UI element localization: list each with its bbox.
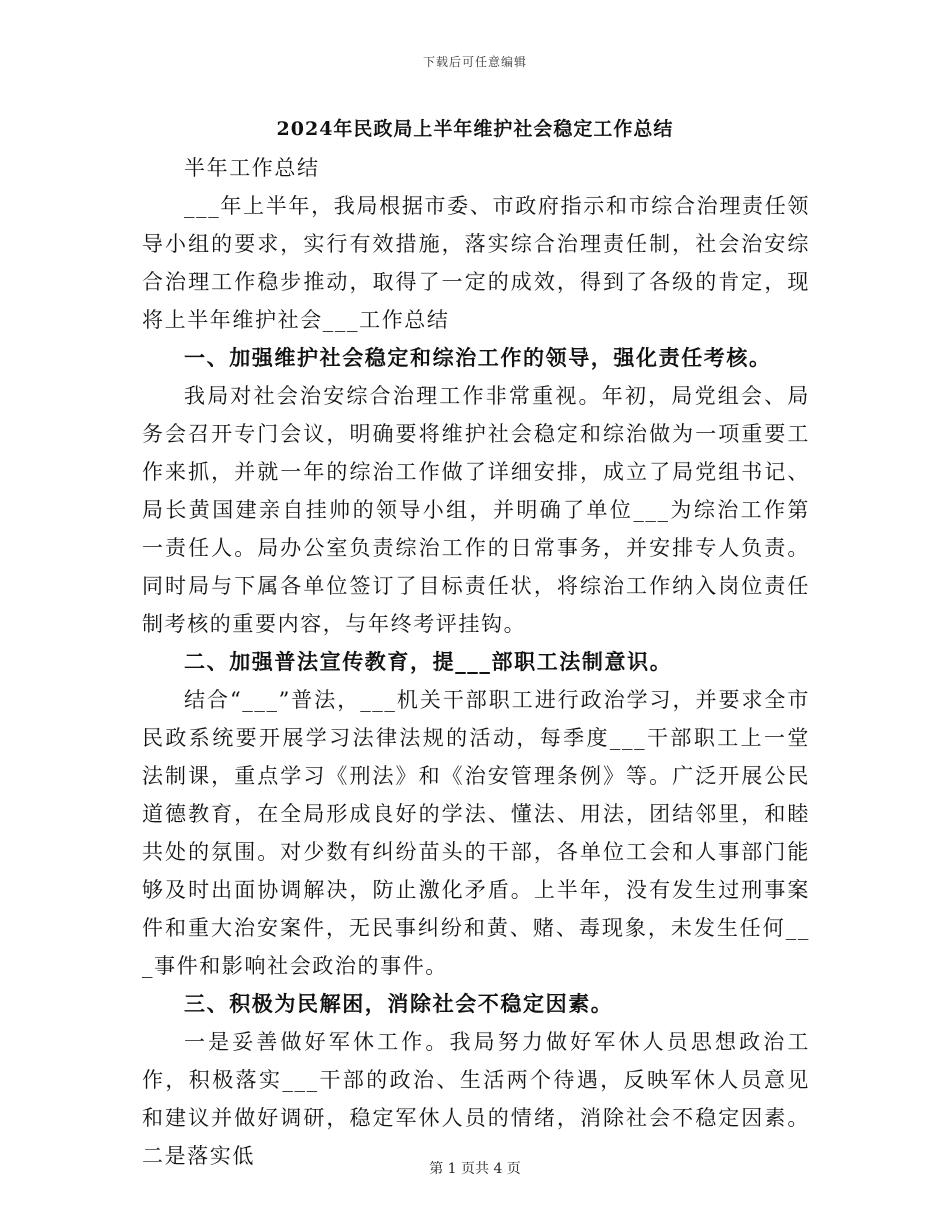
section-1-paragraph: 我局对社会治安综合治理工作非常重视。年初，局党组会、局务会召开专门会议，明确要将维护社会稳定和综治做为一项重要工作来抓，并就一年的综治工作做了详细安排，成立了局党组书记、局长黄国建亲自挂帅的领导小组，并明确了单位___为综治工作第一责任人。局办公室负责综治工作的日常事务，并安排专人负责。同时局与下属各单位签订了目标责任状，将综治工作纳入岗位责任制考核的重要内容，与年终考评挂钩。 [142, 384, 810, 636]
subtitle-paragraph: 半年工作总结 [184, 156, 320, 180]
document-title: 2024年民政局上半年维护社会稳定工作总结 [276, 118, 674, 140]
intro-paragraph: ___年上半年，我局根据市委、市政府指示和市综合治理责任领导小组的要求，实行有效措施，落实综合治理责任制，社会治安综合治理工作稳步推动，取得了一定的成效，得到了各级的肯定，现将上半年维护社会___工作总结 [142, 194, 810, 332]
section-heading-3: 三、积极为民解困，消除社会不稳定因素。 [184, 991, 614, 1016]
section-3-paragraph: 一是妥善做好军休工作。我局努力做好军休人员思想政治工作，积极落实___干部的政治、生活两个待遇，反映军休人员意见和建议并做好调研，稳定军休人员的情绪，消除社会不稳定因素。二是落实低 [142, 1030, 810, 1168]
document-body [142, 149, 810, 1175]
page-header-note: 下载后可任意编辑 [422, 55, 527, 69]
section-heading-1: 一、加强维护社会稳定和综治工作的领导，强化责任考核。 [184, 345, 772, 370]
page-number-footer: 第 1 页共 4 页 [429, 1161, 521, 1177]
section-heading-2: 二、加强普法宣传教育，提___部职工法制意识。 [184, 649, 673, 674]
section-2-paragraph: 结合“___”普法，___机关干部职工进行政治学习，并要求全市民政系统要开展学习法律法规的活动，每季度___干部职工上一堂法制课，重点学习《刑法》和《治安管理条例》等。广泛开展公民道德教育，在全局形成良好的学法、懂法、用法，团结邻里，和睦共处的氛围。对少数有纠纷苗头的干部，各单位工会和人事部门能够及时出面协调解决，防止激化矛盾。上半年，没有发生过刑事案件和重大治安案件，无民事纠纷和黄、赌、毒现象，未发生任何___事件和影响社会政治的事件。 [142, 688, 810, 978]
